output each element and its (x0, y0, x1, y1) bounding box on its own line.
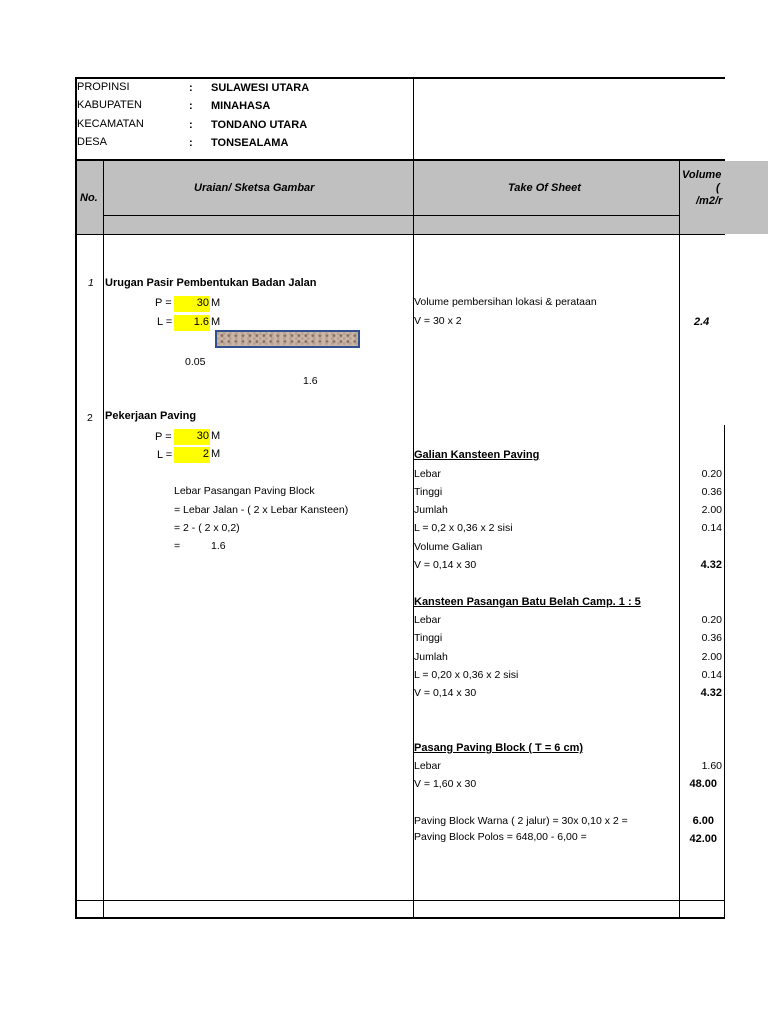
sep-desa: : (189, 137, 193, 149)
paving-row-value: 1.60 (701, 760, 722, 772)
item1-take-line2: V = 30 x 2 (414, 315, 462, 327)
item2-calc-line3: = 2 - ( 2 x 0,2) (174, 522, 240, 534)
item1-l-unit: M (211, 316, 221, 328)
kansteen-row-label: Tinggi (414, 632, 443, 644)
colhead-volume-unit: /m2/r (696, 195, 723, 207)
colhead-volume-unit-open: ( (716, 182, 720, 194)
item2-l-value: 2 (202, 448, 209, 460)
item2-l-unit: M (211, 448, 221, 460)
item2-no: 2 (87, 412, 93, 424)
value-propinsi: SULAWESI UTARA (211, 82, 310, 94)
item2-p-value: 30 (196, 430, 209, 442)
kansteen-row-value: 0.14 (701, 669, 722, 681)
colhead-bottom-border (75, 234, 725, 235)
item1-dim-width: 1.6 (303, 375, 318, 387)
galian-row-value: 0.36 (701, 486, 722, 498)
item2-calc-line4-val: 1.6 (211, 540, 226, 552)
label-kabupaten: KABUPATEN (77, 99, 142, 111)
galian-row-label: Lebar (414, 468, 441, 480)
col-divider-no (103, 161, 104, 918)
item1-p-value: 30 (196, 297, 209, 309)
kansteen-volume-value: 4.32 (700, 687, 722, 699)
colhead-uraian-sub-bg (104, 216, 413, 234)
galian-row-value: 0.14 (701, 522, 722, 534)
item2-l-label: L = (157, 449, 173, 461)
value-desa: TONSEALAMA (211, 137, 289, 149)
galian-volume-value: 4.32 (700, 559, 722, 571)
label-propinsi: PROPINSI (77, 81, 130, 93)
item1-l-label: L = (157, 316, 173, 328)
kansteen-row-label: Jumlah (414, 651, 448, 663)
col-divider-take (679, 161, 680, 918)
item1-p-label: P = (155, 297, 172, 309)
colhead-no: No. (80, 192, 98, 204)
item2-p-unit: M (211, 430, 221, 442)
kansteen-row-label: Lebar (414, 614, 441, 626)
section-paving-title: Pasang Paving Block ( T = 6 cm) (414, 742, 584, 754)
kansteen-row-label: L = 0,20 x 0,36 x 2 sisi (414, 669, 519, 681)
paving-warna-label: Paving Block Warna ( 2 jalur) = 30x 0,10 x 2 = (414, 815, 628, 827)
item1-p-unit: M (211, 297, 221, 309)
colhead-volume: Volume (682, 169, 722, 181)
galian-row-value: 2.00 (701, 504, 722, 516)
item2-calc-line2: = Lebar Jalan - ( 2 x Lebar Kansteen) (174, 504, 349, 516)
sep-kecamatan: : (189, 119, 193, 131)
sep-kabupaten: : (189, 100, 193, 112)
section-kansteen-title: Kansteen Pasangan Batu Belah Camp. 1 : 5 (414, 596, 641, 608)
table-bottom-border (75, 917, 725, 919)
kansteen-row-label: V = 0,14 x 30 (414, 687, 477, 699)
label-desa: DESA (77, 136, 107, 148)
item1-volume: 2.4 (694, 316, 710, 328)
paving-volume-value: 48.00 (689, 778, 717, 790)
item2-calc-line4-eq: = (174, 540, 181, 552)
kansteen-row-value: 0.36 (701, 632, 722, 644)
sand-layer-sketch (215, 330, 360, 348)
table-top-border (75, 77, 725, 79)
item2-title: Pekerjaan Paving (105, 410, 197, 422)
paving-polos-label: Paving Block Polos = 648,00 - 6,00 = (414, 831, 587, 843)
value-kecamatan: TONDANO UTARA (211, 119, 308, 131)
galian-row-label: L = 0,2 x 0,36 x 2 sisi (414, 522, 513, 534)
section-galian-title: Galian Kansteen Paving (414, 449, 540, 461)
item1-take-line1: Volume pembersihan lokasi & perataan (414, 296, 597, 308)
colhead-take-sub-bg (414, 216, 679, 234)
label-kecamatan: KECAMATAN (77, 118, 144, 130)
paving-row-label: Lebar (414, 760, 441, 772)
col-divider-volume (724, 425, 725, 918)
kansteen-row-value: 0.20 (701, 614, 722, 626)
galian-row-label: Volume Galian (414, 541, 483, 553)
colhead-uraian: Uraian/ Sketsa Gambar (194, 182, 315, 194)
galian-row-label: V = 0,14 x 30 (414, 559, 477, 571)
item1-no: 1 (88, 277, 94, 289)
item1-title: Urugan Pasir Pembentukan Badan Jalan (105, 277, 317, 289)
colhead-take-of-sheet: Take Of Sheet (508, 182, 581, 194)
paving-row-label: V = 1,60 x 30 (414, 778, 477, 790)
item1-dim-thickness: 0.05 (185, 356, 206, 368)
kansteen-row-value: 2.00 (701, 651, 722, 663)
item1-l-value: 1.6 (193, 316, 209, 328)
value-kabupaten: MINAHASA (211, 100, 271, 112)
item2-calc-line1: Lebar Pasangan Paving Block (174, 485, 315, 497)
sep-propinsi: : (189, 82, 193, 94)
paving-warna-value: 6.00 (692, 815, 714, 827)
galian-row-label: Jumlah (414, 504, 448, 516)
table-footer-line (75, 900, 725, 901)
paving-polos-value: 42.00 (689, 833, 717, 845)
galian-row-value: 0.20 (701, 468, 722, 480)
item2-p-label: P = (155, 431, 172, 443)
galian-row-label: Tinggi (414, 486, 443, 498)
